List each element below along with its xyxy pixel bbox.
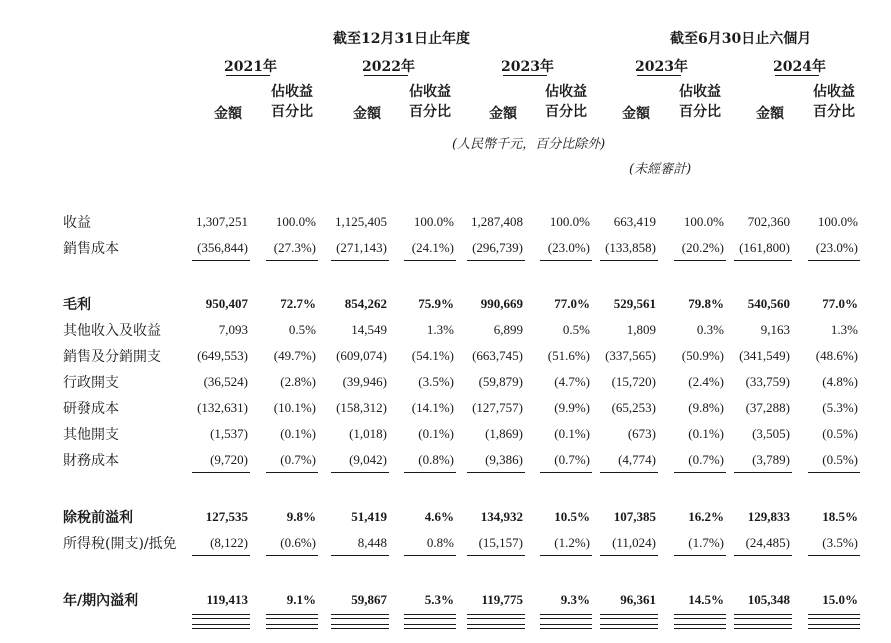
year-header: 2022年: [362, 59, 415, 75]
currency-note: (人民幣千元，百分比除外): [452, 137, 606, 152]
percentage-header-line2: 百分比: [409, 104, 451, 120]
percentage-cell: (0.7%): [554, 452, 590, 467]
percentage-header-line1: 佔收益: [679, 84, 721, 100]
rule-line: [467, 472, 525, 473]
amount-cell: 9,163: [760, 322, 790, 337]
row-label: 研發成本: [63, 401, 119, 417]
amount-column-header: 金額: [622, 106, 650, 122]
double-rule-line: [600, 618, 658, 619]
percentage-cell: 75.9%: [418, 296, 454, 311]
unaudited-note: (未經審計): [629, 162, 692, 177]
row-label: 其他開支: [63, 427, 119, 443]
amount-column-header: 金額: [353, 106, 381, 122]
double-rule-line: [734, 618, 792, 619]
percentage-cell: (14.1%): [411, 400, 454, 415]
percentage-cell: (0.1%): [418, 426, 454, 441]
amount-cell: (609,074): [336, 348, 387, 363]
row-label: 年/期內溢利: [63, 593, 139, 609]
row-label: 其他收入及收益: [63, 323, 161, 339]
double-rule-line: [674, 624, 726, 625]
amount-cell: (11,024): [612, 535, 656, 550]
amount-cell: (337,565): [605, 348, 656, 363]
amount-cell: (1,869): [485, 426, 523, 441]
percentage-header-line1: 佔收益: [545, 84, 587, 100]
double-rule-line: [600, 628, 658, 629]
double-rule-line: [734, 628, 792, 629]
rule-line: [600, 555, 658, 556]
double-rule-line: [331, 618, 389, 619]
half-year-period-header: 截至6月30日止六個月: [670, 31, 812, 47]
double-rule-line: [192, 624, 250, 625]
percentage-cell: 10.5%: [554, 509, 590, 524]
row-label: 所得稅(開支)/抵免: [63, 536, 177, 552]
amount-cell: 854,262: [344, 296, 387, 311]
amount-cell: (132,631): [197, 400, 248, 415]
percentage-cell: 16.2%: [688, 509, 724, 524]
year-header-underline: [637, 75, 681, 76]
percentage-cell: (50.9%): [681, 348, 724, 363]
amount-cell: (24,485): [745, 535, 790, 550]
amount-cell: (9,720): [210, 452, 248, 467]
percentage-cell: (9.8%): [688, 400, 724, 415]
double-rule-line: [674, 614, 726, 615]
rule-line: [404, 472, 456, 473]
rule-line: [192, 260, 250, 261]
rule-line: [674, 472, 726, 473]
percentage-header-line1: 佔收益: [813, 84, 855, 100]
double-rule-line: [808, 628, 860, 629]
amount-cell: (356,844): [197, 240, 248, 255]
amount-column-header: 金額: [489, 106, 517, 122]
amount-cell: 1,307,251: [196, 214, 248, 229]
percentage-cell: (0.6%): [280, 535, 316, 550]
percentage-cell: (4.7%): [554, 374, 590, 389]
amount-cell: 129,833: [747, 509, 790, 524]
double-rule-line: [808, 614, 860, 615]
amount-column-header: 金額: [214, 106, 242, 122]
double-rule-line: [404, 624, 456, 625]
percentage-cell: (4.8%): [822, 374, 858, 389]
rule-line: [674, 260, 726, 261]
amount-cell: 8,448: [357, 535, 387, 550]
amount-cell: (1,537): [210, 426, 248, 441]
double-rule-line: [331, 614, 389, 615]
amount-cell: 1,125,405: [335, 214, 387, 229]
rule-line: [192, 472, 250, 473]
amount-cell: 105,348: [747, 592, 790, 607]
percentage-cell: 9.3%: [560, 592, 590, 607]
rule-line: [734, 260, 792, 261]
percentage-cell: (27.3%): [273, 240, 316, 255]
percentage-cell: (0.7%): [688, 452, 724, 467]
amount-cell: 1,287,408: [471, 214, 523, 229]
percentage-cell: 79.8%: [688, 296, 724, 311]
percentage-header-line2: 百分比: [271, 104, 313, 120]
percentage-cell: (3.5%): [418, 374, 454, 389]
double-rule-line: [808, 624, 860, 625]
amount-cell: (9,042): [349, 452, 387, 467]
amount-cell: (9,386): [485, 452, 523, 467]
percentage-cell: 9.8%: [286, 509, 316, 524]
amount-cell: (133,858): [605, 240, 656, 255]
rule-line: [600, 260, 658, 261]
rule-line: [808, 555, 860, 556]
amount-cell: (3,505): [752, 426, 790, 441]
percentage-cell: 100.0%: [275, 214, 316, 229]
percentage-header-line2: 百分比: [545, 104, 587, 120]
rule-line: [540, 260, 592, 261]
percentage-cell: 18.5%: [822, 509, 858, 524]
percentage-cell: 77.0%: [554, 296, 590, 311]
year-header: 2023年: [501, 59, 554, 75]
double-rule-line: [266, 624, 318, 625]
percentage-cell: (3.5%): [822, 535, 858, 550]
amount-cell: (341,549): [739, 348, 790, 363]
percentage-cell: 0.3%: [696, 322, 724, 337]
rule-line: [540, 555, 592, 556]
amount-cell: 134,932: [480, 509, 523, 524]
amount-cell: (33,759): [745, 374, 790, 389]
percentage-column-header: [268, 82, 316, 122]
percentage-cell: 100.0%: [683, 214, 724, 229]
double-rule-line: [540, 618, 592, 619]
percentage-cell: (49.7%): [273, 348, 316, 363]
percentage-cell: 100.0%: [549, 214, 590, 229]
rule-line: [734, 472, 792, 473]
amount-cell: 14,549: [351, 322, 387, 337]
percentage-cell: 14.5%: [688, 592, 724, 607]
percentage-cell: (0.1%): [554, 426, 590, 441]
percentage-cell: 0.5%: [288, 322, 316, 337]
rule-line: [404, 555, 456, 556]
rule-line: [331, 472, 389, 473]
amount-cell: (1,018): [349, 426, 387, 441]
amount-cell: (649,553): [197, 348, 248, 363]
amount-cell: 6,899: [493, 322, 523, 337]
percentage-cell: 5.3%: [424, 592, 454, 607]
double-rule-line: [192, 628, 250, 629]
amount-cell: 119,775: [481, 592, 523, 607]
amount-cell: 7,093: [218, 322, 248, 337]
amount-column-header: 金額: [756, 106, 784, 122]
percentage-cell: 15.0%: [822, 592, 858, 607]
amount-cell: (663,745): [472, 348, 523, 363]
amount-cell: (59,879): [478, 374, 523, 389]
double-rule-line: [674, 628, 726, 629]
double-rule-line: [540, 614, 592, 615]
year-header-underline: [775, 75, 819, 76]
percentage-cell: (10.1%): [273, 400, 316, 415]
rule-line: [808, 472, 860, 473]
amount-cell: (8,122): [210, 535, 248, 550]
percentage-cell: (0.7%): [280, 452, 316, 467]
amount-cell: (36,524): [203, 374, 248, 389]
rule-line: [266, 260, 318, 261]
percentage-cell: (1.7%): [688, 535, 724, 550]
percentage-cell: (1.2%): [554, 535, 590, 550]
double-rule-line: [192, 618, 250, 619]
percentage-cell: 0.8%: [426, 535, 454, 550]
amount-cell: (3,789): [752, 452, 790, 467]
percentage-cell: (2.8%): [280, 374, 316, 389]
percentage-cell: (0.1%): [688, 426, 724, 441]
double-rule-line: [192, 614, 250, 615]
percentage-cell: 72.7%: [280, 296, 316, 311]
amount-cell: (161,800): [739, 240, 790, 255]
amount-cell: 950,407: [205, 296, 248, 311]
percentage-column-header: [542, 82, 590, 122]
percentage-cell: (23.0%): [815, 240, 858, 255]
amount-cell: (296,739): [472, 240, 523, 255]
double-rule-line: [266, 628, 318, 629]
percentage-cell: 1.3%: [426, 322, 454, 337]
percentage-cell: (20.2%): [681, 240, 724, 255]
rule-line: [808, 260, 860, 261]
percentage-cell: (5.3%): [822, 400, 858, 415]
amount-cell: 96,361: [620, 592, 656, 607]
percentage-header-line1: 佔收益: [271, 84, 313, 100]
amount-cell: (15,720): [611, 374, 656, 389]
double-rule-line: [808, 618, 860, 619]
amount-cell: (271,143): [336, 240, 387, 255]
amount-cell: (127,757): [472, 400, 523, 415]
rule-line: [600, 472, 658, 473]
rule-line: [266, 555, 318, 556]
amount-cell: 1,809: [626, 322, 656, 337]
double-rule-line: [734, 614, 792, 615]
amount-cell: 990,669: [480, 296, 523, 311]
percentage-cell: (0.8%): [418, 452, 454, 467]
row-label: 行政開支: [63, 375, 119, 391]
rule-line: [404, 260, 456, 261]
double-rule-line: [674, 618, 726, 619]
year-header-underline: [364, 75, 408, 76]
amount-cell: 529,561: [613, 296, 656, 311]
percentage-cell: 9.1%: [286, 592, 316, 607]
amount-cell: (673): [627, 426, 656, 441]
percentage-header-line2: 百分比: [679, 104, 721, 120]
percentage-cell: (51.6%): [547, 348, 590, 363]
row-label: 毛利: [63, 297, 91, 313]
double-rule-line: [734, 624, 792, 625]
percentage-column-header: [676, 82, 724, 122]
full-year-period-header: 截至12月31日止年度: [333, 31, 470, 47]
rule-line: [540, 472, 592, 473]
year-header: 2024年: [773, 59, 826, 75]
year-header: 2021年: [224, 59, 277, 75]
amount-cell: (65,253): [611, 400, 656, 415]
percentage-header-line2: 百分比: [813, 104, 855, 120]
rule-line: [266, 472, 318, 473]
amount-cell: (158,312): [336, 400, 387, 415]
percentage-cell: (24.1%): [411, 240, 454, 255]
row-label: 除稅前溢利: [63, 510, 133, 526]
amount-cell: 51,419: [351, 509, 387, 524]
amount-cell: 119,413: [206, 592, 248, 607]
double-rule-line: [540, 628, 592, 629]
amount-cell: (4,774): [618, 452, 656, 467]
year-header-underline: [503, 75, 547, 76]
percentage-column-header: [406, 82, 454, 122]
percentage-cell: 77.0%: [822, 296, 858, 311]
row-label: 財務成本: [63, 453, 119, 469]
double-rule-line: [467, 614, 525, 615]
amount-cell: (15,157): [478, 535, 523, 550]
year-header: 2023年: [635, 59, 688, 75]
amount-cell: 59,867: [351, 592, 387, 607]
amount-cell: (37,288): [745, 400, 790, 415]
rule-line: [674, 555, 726, 556]
rule-line: [467, 555, 525, 556]
percentage-cell: 100.0%: [413, 214, 454, 229]
double-rule-line: [467, 618, 525, 619]
double-rule-line: [600, 624, 658, 625]
rule-line: [331, 555, 389, 556]
double-rule-line: [540, 624, 592, 625]
row-label: 銷售成本: [63, 241, 119, 257]
percentage-header-line1: 佔收益: [409, 84, 451, 100]
rule-line: [734, 555, 792, 556]
double-rule-line: [266, 614, 318, 615]
amount-cell: (39,946): [342, 374, 387, 389]
double-rule-line: [331, 628, 389, 629]
amount-cell: 540,560: [747, 296, 790, 311]
percentage-cell: (54.1%): [411, 348, 454, 363]
percentage-cell: (0.5%): [822, 426, 858, 441]
double-rule-line: [404, 614, 456, 615]
row-label: 收益: [63, 215, 91, 231]
rule-line: [331, 260, 389, 261]
percentage-cell: 100.0%: [817, 214, 858, 229]
double-rule-line: [404, 618, 456, 619]
double-rule-line: [600, 614, 658, 615]
double-rule-line: [467, 628, 525, 629]
double-rule-line: [467, 624, 525, 625]
row-label: 銷售及分銷開支: [63, 349, 161, 365]
percentage-cell: (23.0%): [547, 240, 590, 255]
rule-line: [467, 260, 525, 261]
amount-cell: 702,360: [747, 214, 790, 229]
year-header-underline: [226, 75, 270, 76]
double-rule-line: [404, 628, 456, 629]
double-rule-line: [331, 624, 389, 625]
percentage-cell: (0.1%): [280, 426, 316, 441]
percentage-cell: 1.3%: [830, 322, 858, 337]
amount-cell: 663,419: [613, 214, 656, 229]
amount-cell: 127,535: [205, 509, 248, 524]
rule-line: [192, 555, 250, 556]
percentage-cell: (0.5%): [822, 452, 858, 467]
percentage-cell: (2.4%): [688, 374, 724, 389]
percentage-column-header: [810, 82, 858, 122]
percentage-cell: (48.6%): [815, 348, 858, 363]
percentage-cell: 0.5%: [562, 322, 590, 337]
amount-cell: 107,385: [613, 509, 656, 524]
percentage-cell: (9.9%): [554, 400, 590, 415]
double-rule-line: [266, 618, 318, 619]
percentage-cell: 4.6%: [424, 509, 454, 524]
